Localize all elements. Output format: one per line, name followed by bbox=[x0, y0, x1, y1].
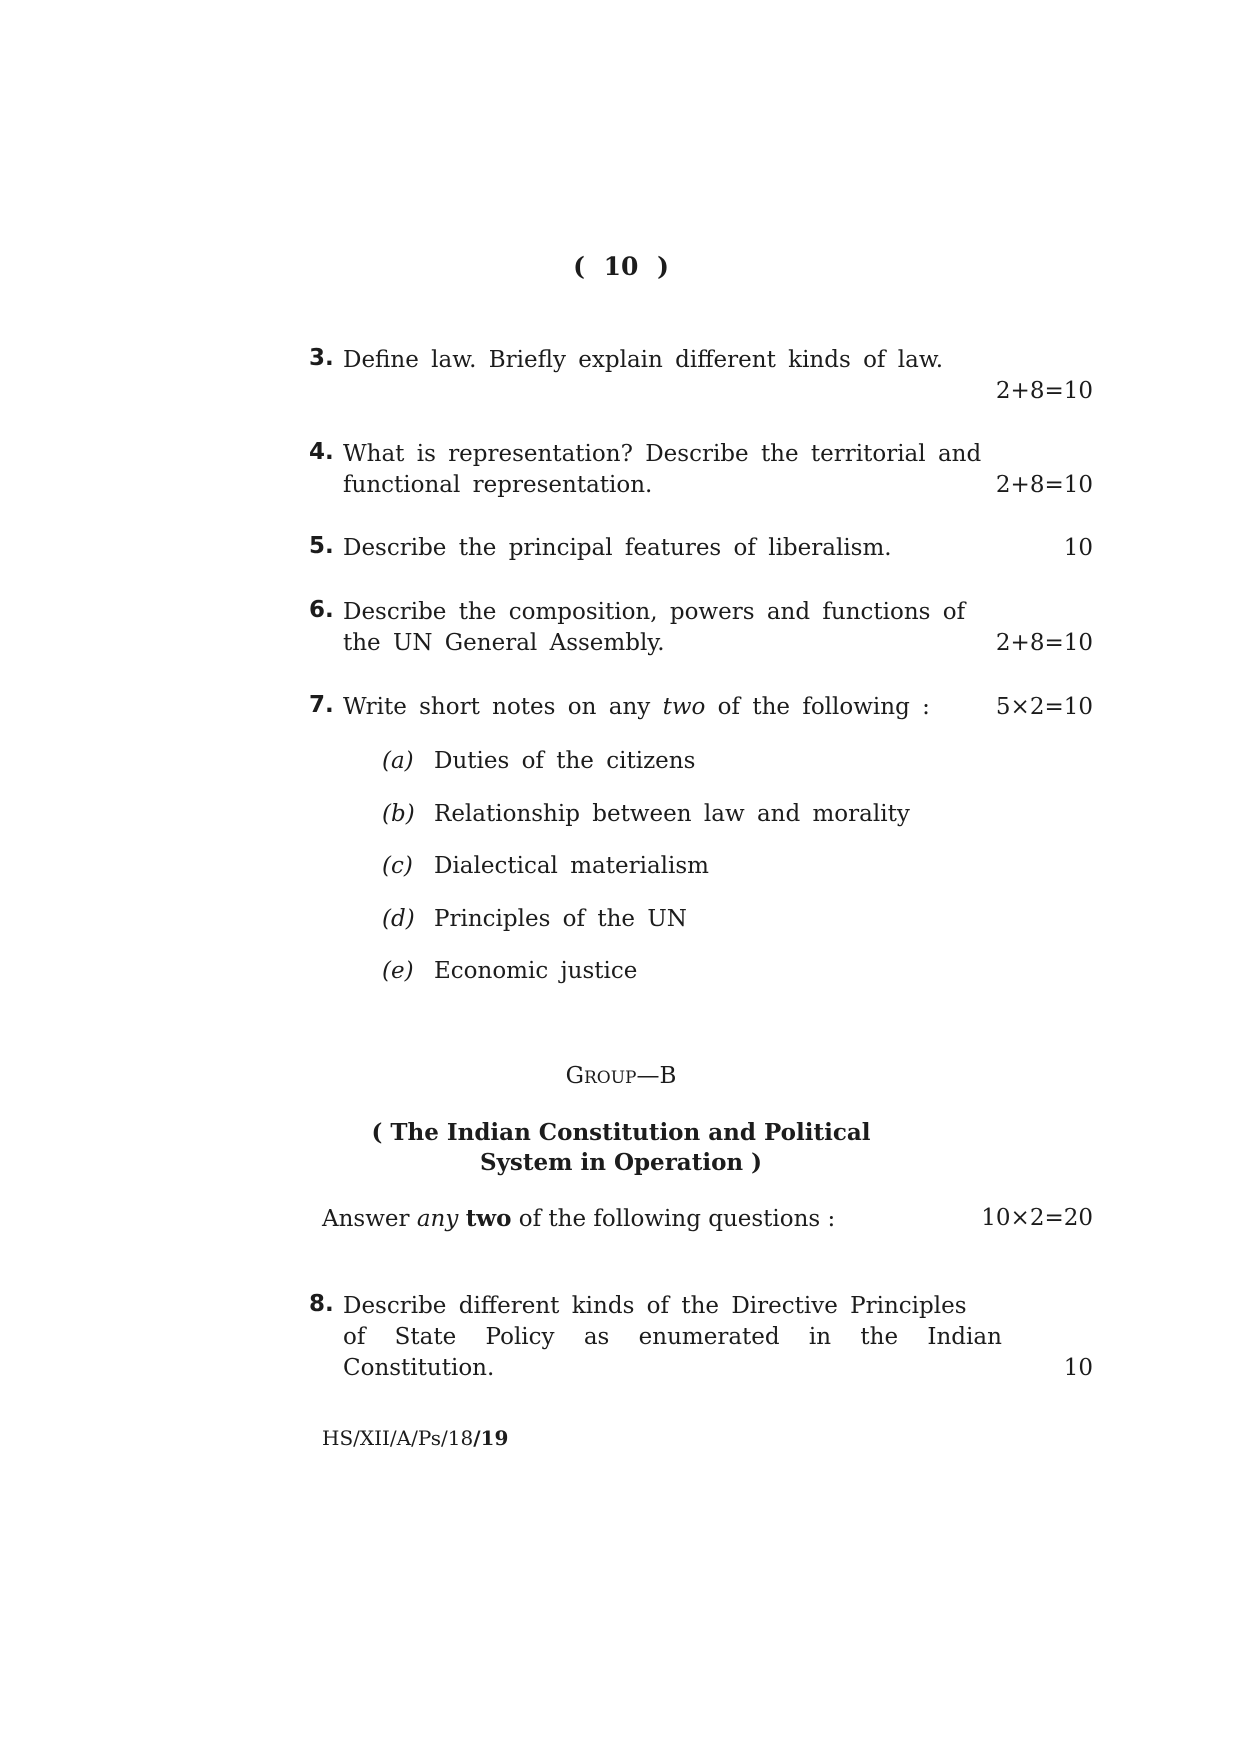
option-label: (b) bbox=[382, 801, 415, 827]
question-6 bbox=[309, 597, 1093, 659]
question-text: Describe different kinds of the Directive Principles bbox=[343, 1293, 967, 1319]
group-subtitle: ( The Indian Constitution and Political System in Operation ) bbox=[371, 1119, 871, 1176]
question-text: Write short notes on any two of the following : bbox=[343, 694, 930, 720]
question-marks: 2+8=10 bbox=[995, 378, 1093, 404]
question-text: Define law. Briefly explain different kinds of law. bbox=[343, 347, 944, 373]
question-3 bbox=[309, 345, 1093, 407]
page-number: ( 10 ) bbox=[573, 252, 669, 281]
question-number: 6. bbox=[309, 597, 334, 623]
question-marks: 5×2=10 bbox=[995, 694, 1093, 720]
question-text: Constitution. bbox=[343, 1355, 495, 1381]
option-text: Economic justice bbox=[434, 958, 638, 984]
question-7 bbox=[309, 692, 1093, 723]
question-text: Describe the principal features of liberalism. bbox=[343, 535, 892, 561]
option-label: (d) bbox=[382, 906, 415, 932]
option-text: Dialectical materialism bbox=[434, 853, 709, 879]
footer-code: HS/XII/A/Ps/18/19 bbox=[322, 1426, 509, 1450]
question-marks: 2+8=10 bbox=[995, 630, 1093, 656]
question-5 bbox=[309, 533, 1093, 564]
question-8 bbox=[309, 1291, 1093, 1384]
question-number: 5. bbox=[309, 533, 334, 559]
question-number: 4. bbox=[309, 439, 334, 465]
option-label: (c) bbox=[382, 853, 413, 879]
option-text: Duties of the citizens bbox=[434, 748, 696, 774]
question-marks: 10 bbox=[1063, 535, 1093, 561]
question-number: 3. bbox=[309, 345, 334, 371]
question-text: the UN General Assembly. bbox=[343, 630, 665, 656]
group-heading: GROUP—B bbox=[565, 1063, 677, 1089]
question-number: 7. bbox=[309, 692, 334, 718]
option-text: Relationship between law and morality bbox=[434, 801, 910, 827]
option-label: (a) bbox=[382, 748, 414, 774]
instruction: Answer any two of the following questions : 10×2=20 bbox=[322, 1205, 1093, 1232]
instruction-marks: 10×2=20 bbox=[981, 1205, 1093, 1231]
question-marks: 2+8=10 bbox=[995, 472, 1093, 498]
option-label: (e) bbox=[382, 958, 414, 984]
question-text: Describe the composition, powers and functions of bbox=[343, 599, 966, 625]
question-text: functional representation. bbox=[343, 472, 653, 498]
question-marks: 10 bbox=[1063, 1355, 1093, 1381]
question-text: of State Policy as enumerated in the Indian bbox=[343, 1324, 1002, 1350]
option-text: Principles of the UN bbox=[434, 906, 687, 932]
question-text: What is representation? Describe the territorial and bbox=[343, 441, 982, 467]
question-4 bbox=[309, 439, 1093, 501]
question-number: 8. bbox=[309, 1291, 334, 1317]
